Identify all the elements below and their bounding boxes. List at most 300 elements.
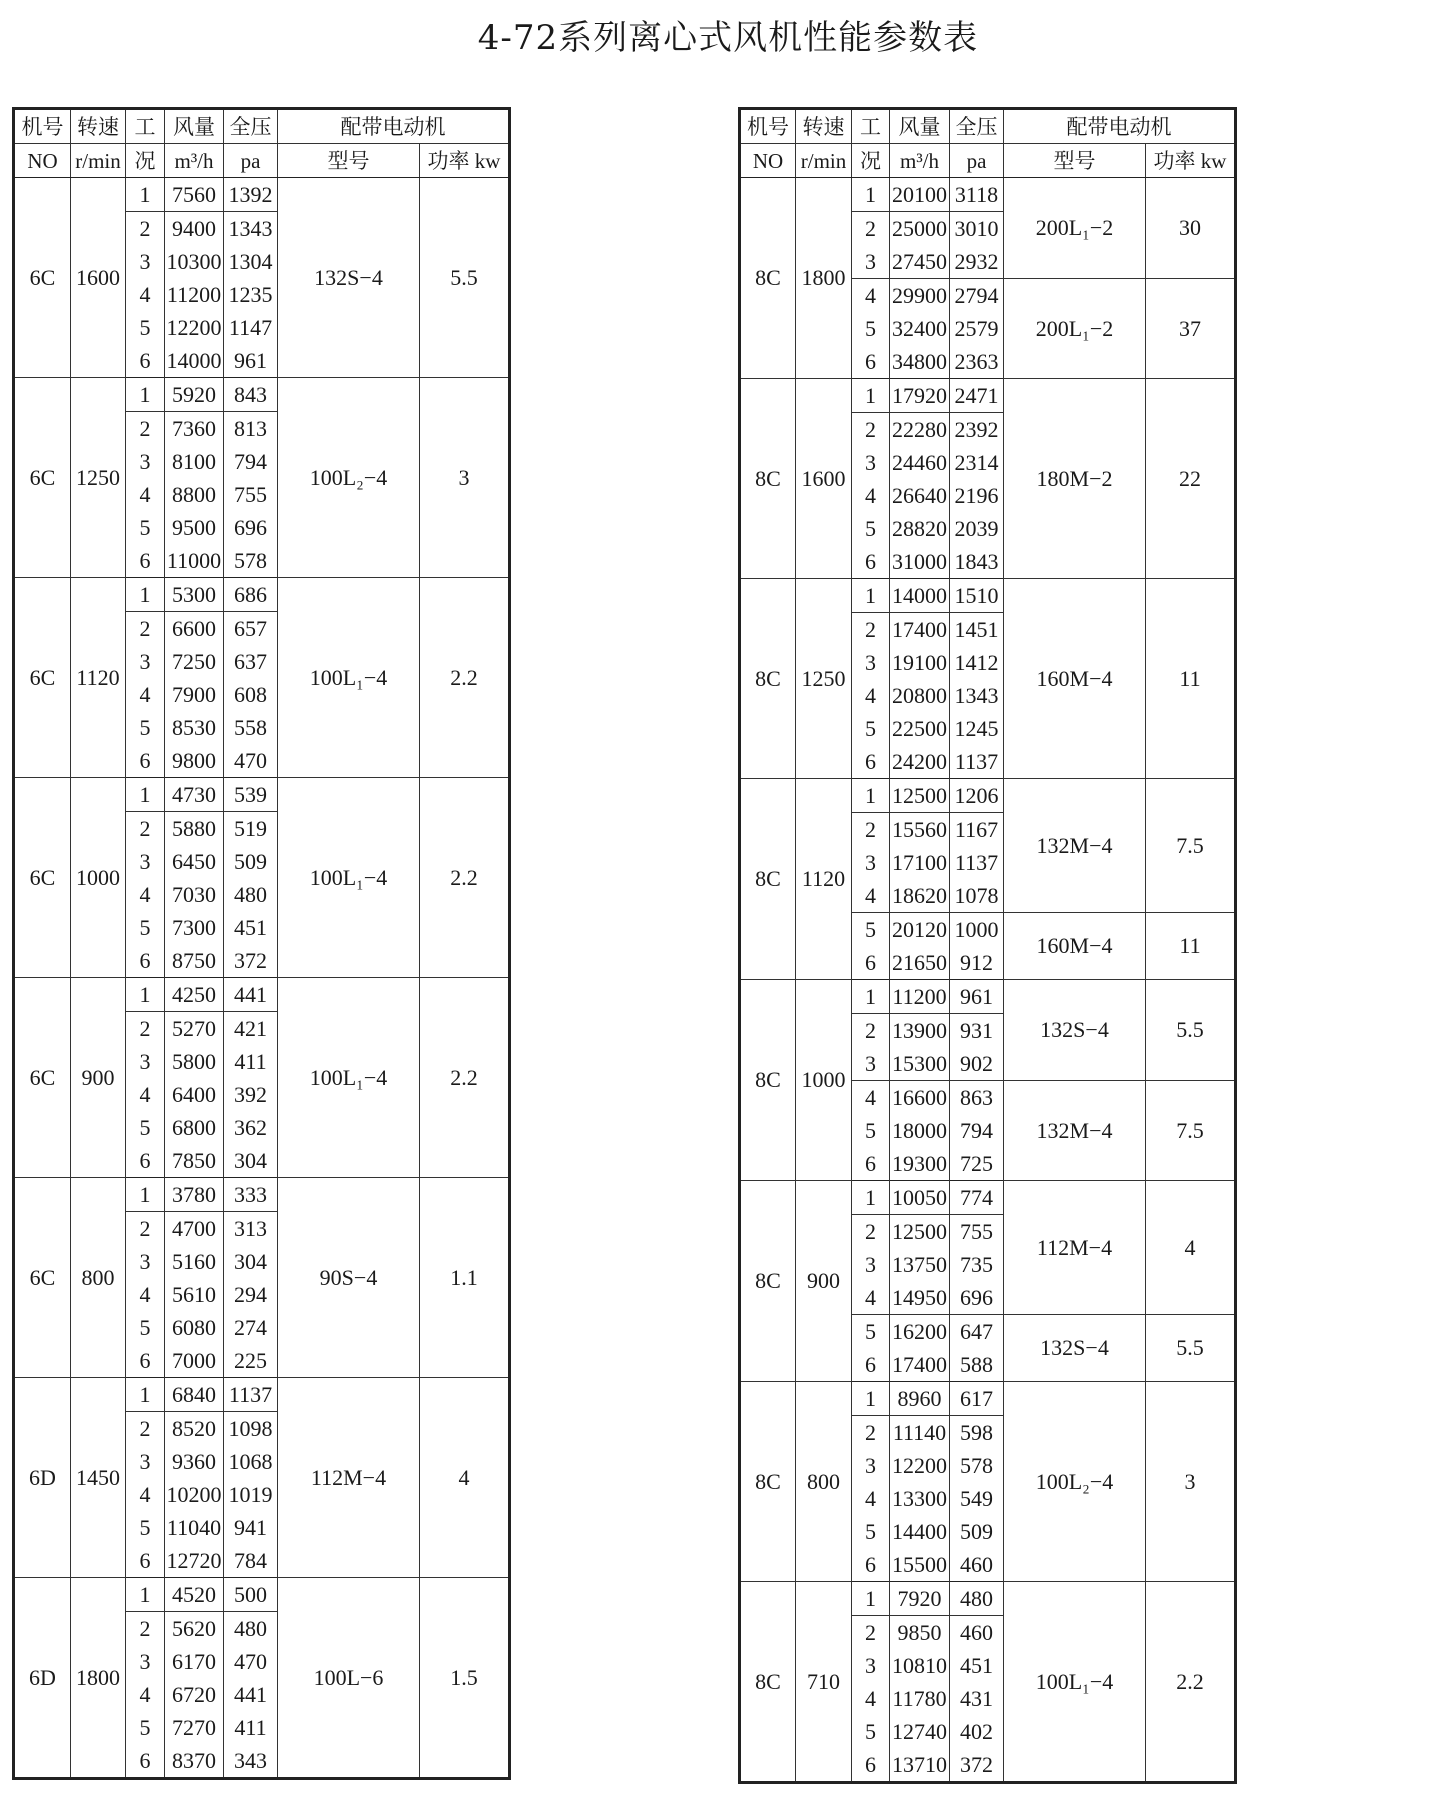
pressure-value: 421	[224, 1012, 278, 1046]
flow-value: 9360	[165, 1445, 224, 1478]
pressure-value: 1000	[950, 913, 1004, 947]
pressure-value: 2794	[950, 279, 1004, 313]
flow-value: 26640	[890, 479, 950, 512]
case-number: 4	[126, 878, 165, 911]
pressure-value: 1304	[224, 245, 278, 278]
flow-value: 14950	[890, 1281, 950, 1315]
flow-value: 9850	[890, 1616, 950, 1650]
flow-value: 9400	[165, 212, 224, 246]
motor-model: 180M−2	[1004, 379, 1146, 579]
case-number: 1	[126, 778, 165, 812]
pressure-value: 931	[950, 1014, 1004, 1048]
fan-no: 8C	[740, 379, 796, 579]
header-flow: 风量	[890, 109, 950, 144]
table-row	[740, 178, 1236, 212]
flow-value: 28820	[890, 512, 950, 545]
flow-value: 7270	[165, 1711, 224, 1744]
table-row	[740, 779, 1236, 813]
flow-value: 18620	[890, 879, 950, 913]
pressure-value: 470	[224, 744, 278, 778]
flow-value: 17100	[890, 846, 950, 879]
case-number: 1	[126, 378, 165, 412]
pressure-value: 343	[224, 1744, 278, 1779]
flow-value: 13750	[890, 1248, 950, 1281]
motor-model: 132S−4	[1004, 1315, 1146, 1382]
pressure-value: 1078	[950, 879, 1004, 913]
case-number: 5	[852, 1114, 890, 1147]
pressure-value: 813	[224, 412, 278, 446]
fan-no: 6D	[14, 1378, 71, 1578]
header-pressure-sub: pa	[224, 144, 278, 178]
case-number: 2	[852, 1014, 890, 1048]
pressure-value: 500	[224, 1578, 278, 1612]
flow-value: 22500	[890, 712, 950, 745]
page-title: 4-72系列离心式风机性能参数表	[477, 18, 979, 58]
fan-speed: 1120	[796, 779, 852, 980]
flow-value: 25000	[890, 212, 950, 246]
pressure-value: 617	[950, 1382, 1004, 1416]
case-number: 3	[852, 446, 890, 479]
case-number: 5	[126, 1311, 165, 1344]
pressure-value: 1206	[950, 779, 1004, 813]
pressure-value: 941	[224, 1511, 278, 1544]
case-number: 1	[852, 1382, 890, 1416]
case-number: 3	[126, 1645, 165, 1678]
fan-no: 6C	[14, 978, 71, 1178]
flow-value: 19100	[890, 646, 950, 679]
header-speed-sub: r/min	[71, 144, 126, 178]
pressure-value: 480	[224, 878, 278, 911]
case-number: 1	[126, 978, 165, 1012]
case-number: 3	[126, 1045, 165, 1078]
pressure-value: 1137	[224, 1378, 278, 1412]
flow-value: 5300	[165, 578, 224, 612]
case-number: 6	[126, 944, 165, 978]
flow-value: 14000	[890, 579, 950, 613]
pressure-value: 696	[950, 1281, 1004, 1315]
pressure-value: 3118	[950, 178, 1004, 212]
case-number: 1	[852, 379, 890, 413]
case-number: 1	[126, 578, 165, 612]
pressure-value: 961	[950, 980, 1004, 1014]
header-pressure: 全压	[224, 109, 278, 144]
case-number: 4	[852, 1281, 890, 1315]
case-number: 3	[852, 245, 890, 279]
flow-value: 10200	[165, 1478, 224, 1511]
fan-speed: 1000	[796, 980, 852, 1181]
motor-model: 100L₁−4	[278, 978, 420, 1178]
flow-value: 16600	[890, 1081, 950, 1115]
case-number: 2	[852, 1416, 890, 1450]
pressure-value: 549	[950, 1482, 1004, 1515]
fan-speed: 1250	[71, 378, 126, 578]
header-flow-sub: m³/h	[165, 144, 224, 178]
pressure-value: 1068	[224, 1445, 278, 1478]
pressure-value: 657	[224, 612, 278, 646]
fan-speed: 1000	[71, 778, 126, 978]
motor-model: 100L−6	[278, 1578, 420, 1779]
flow-value: 4700	[165, 1212, 224, 1246]
case-number: 6	[126, 544, 165, 578]
pressure-value: 392	[224, 1078, 278, 1111]
flow-value: 34800	[890, 345, 950, 379]
pressure-value: 1147	[224, 311, 278, 344]
case-number: 5	[126, 1511, 165, 1544]
header-pressure: 全压	[950, 109, 1004, 144]
flow-value: 6840	[165, 1378, 224, 1412]
case-number: 6	[852, 545, 890, 579]
header-power: 功率 kw	[420, 144, 510, 178]
flow-value: 12200	[165, 311, 224, 344]
pressure-value: 578	[950, 1449, 1004, 1482]
motor-power: 30	[1146, 178, 1236, 279]
case-number: 3	[126, 845, 165, 878]
case-number: 4	[852, 279, 890, 313]
flow-value: 12720	[165, 1544, 224, 1578]
motor-model: 100L₂−4	[278, 378, 420, 578]
pressure-value: 441	[224, 1678, 278, 1711]
table-row	[14, 1378, 510, 1412]
case-number: 2	[852, 413, 890, 447]
flow-value: 32400	[890, 312, 950, 345]
flow-value: 7360	[165, 412, 224, 446]
motor-power: 7.5	[1146, 779, 1236, 913]
flow-value: 11200	[165, 278, 224, 311]
table-row	[14, 378, 510, 412]
pressure-value: 755	[224, 478, 278, 511]
flow-value: 20800	[890, 679, 950, 712]
pressure-value: 1343	[224, 212, 278, 246]
header-model: 型号	[1004, 144, 1146, 178]
motor-model: 200L₁−2	[1004, 279, 1146, 379]
table-row	[740, 579, 1236, 613]
table-row	[14, 578, 510, 612]
flow-value: 6600	[165, 612, 224, 646]
flow-value: 11000	[165, 544, 224, 578]
flow-value: 14000	[165, 344, 224, 378]
flow-value: 7300	[165, 911, 224, 944]
fan-speed: 710	[796, 1582, 852, 1783]
fan-no: 8C	[740, 980, 796, 1181]
header-case-sub: 况	[852, 144, 890, 178]
pressure-value: 304	[224, 1245, 278, 1278]
flow-value: 20100	[890, 178, 950, 212]
motor-power: 2.2	[420, 578, 510, 778]
flow-value: 4520	[165, 1578, 224, 1612]
flow-value: 8100	[165, 445, 224, 478]
motor-power: 22	[1146, 379, 1236, 579]
flow-value: 7900	[165, 678, 224, 711]
case-number: 5	[852, 512, 890, 545]
case-number: 6	[126, 1144, 165, 1178]
flow-value: 19300	[890, 1147, 950, 1181]
case-number: 5	[852, 913, 890, 947]
flow-value: 8800	[165, 478, 224, 511]
motor-power: 1.1	[420, 1178, 510, 1378]
header-pressure-sub: pa	[950, 144, 1004, 178]
fan-speed: 900	[71, 978, 126, 1178]
flow-value: 21650	[890, 946, 950, 980]
motor-model: 90S−4	[278, 1178, 420, 1378]
pressure-value: 1245	[950, 712, 1004, 745]
motor-model: 132M−4	[1004, 1081, 1146, 1181]
pressure-value: 578	[224, 544, 278, 578]
header-motor: 配带电动机	[1004, 109, 1236, 144]
motor-model: 132S−4	[278, 178, 420, 378]
pressure-value: 912	[950, 946, 1004, 980]
table-row	[740, 980, 1236, 1014]
fan-speed: 1450	[71, 1378, 126, 1578]
flow-value: 5610	[165, 1278, 224, 1311]
pressure-value: 402	[950, 1715, 1004, 1748]
case-number: 5	[126, 1111, 165, 1144]
case-number: 5	[126, 511, 165, 544]
header-speed: 转速	[71, 109, 126, 144]
flow-value: 5620	[165, 1612, 224, 1646]
pressure-value: 509	[950, 1515, 1004, 1548]
fan-speed: 800	[796, 1382, 852, 1582]
pressure-value: 1019	[224, 1478, 278, 1511]
pressure-value: 2314	[950, 446, 1004, 479]
pressure-value: 755	[950, 1215, 1004, 1249]
header-flow: 风量	[165, 109, 224, 144]
fan-no: 8C	[740, 579, 796, 779]
header-motor: 配带电动机	[278, 109, 510, 144]
flow-value: 13710	[890, 1748, 950, 1783]
case-number: 5	[126, 711, 165, 744]
pressure-value: 1412	[950, 646, 1004, 679]
case-number: 4	[126, 1478, 165, 1511]
motor-power: 7.5	[1146, 1081, 1236, 1181]
case-number: 4	[126, 678, 165, 711]
fan-no: 6C	[14, 1178, 71, 1378]
case-number: 5	[126, 911, 165, 944]
pressure-value: 558	[224, 711, 278, 744]
flow-value: 4730	[165, 778, 224, 812]
pressure-value: 961	[224, 344, 278, 378]
header-case: 工	[852, 109, 890, 144]
pressure-value: 598	[950, 1416, 1004, 1450]
pressure-value: 794	[950, 1114, 1004, 1147]
case-number: 5	[852, 1515, 890, 1548]
case-number: 2	[126, 1012, 165, 1046]
table-row	[14, 1578, 510, 1612]
motor-model: 112M−4	[1004, 1181, 1146, 1315]
fan-no: 6C	[14, 378, 71, 578]
flow-value: 12500	[890, 1215, 950, 1249]
flow-value: 8960	[890, 1382, 950, 1416]
case-number: 2	[126, 1412, 165, 1446]
motor-power: 5.5	[1146, 1315, 1236, 1382]
case-number: 4	[852, 1081, 890, 1115]
table-body-right	[740, 178, 1236, 1783]
case-number: 2	[852, 613, 890, 647]
case-number: 3	[852, 1449, 890, 1482]
flow-value: 18000	[890, 1114, 950, 1147]
flow-value: 22280	[890, 413, 950, 447]
case-number: 3	[126, 245, 165, 278]
flow-value: 12200	[890, 1449, 950, 1482]
header-flow-sub: m³/h	[890, 144, 950, 178]
case-number: 6	[852, 1147, 890, 1181]
motor-power: 5.5	[1146, 980, 1236, 1081]
fan-speed: 1800	[71, 1578, 126, 1779]
flow-value: 17400	[890, 613, 950, 647]
pressure-value: 539	[224, 778, 278, 812]
case-number: 4	[126, 478, 165, 511]
table-body-left	[14, 178, 510, 1779]
flow-value: 11040	[165, 1511, 224, 1544]
case-number: 5	[852, 1715, 890, 1748]
pressure-value: 1392	[224, 178, 278, 212]
pressure-value: 372	[224, 944, 278, 978]
case-number: 3	[126, 1245, 165, 1278]
fan-speed: 1800	[796, 178, 852, 379]
motor-power: 2.2	[420, 778, 510, 978]
flow-value: 6080	[165, 1311, 224, 1344]
case-number: 1	[852, 579, 890, 613]
case-number: 1	[852, 1181, 890, 1215]
pressure-value: 735	[950, 1248, 1004, 1281]
table-row	[740, 1382, 1236, 1416]
flow-value: 11200	[890, 980, 950, 1014]
pressure-value: 431	[950, 1682, 1004, 1715]
flow-value: 9500	[165, 511, 224, 544]
motor-power: 2.2	[420, 978, 510, 1178]
pressure-value: 225	[224, 1344, 278, 1378]
pressure-value: 304	[224, 1144, 278, 1178]
flow-value: 31000	[890, 545, 950, 579]
pressure-value: 480	[950, 1582, 1004, 1616]
pressure-value: 637	[224, 645, 278, 678]
motor-model: 132S−4	[1004, 980, 1146, 1081]
case-number: 3	[852, 846, 890, 879]
flow-value: 3780	[165, 1178, 224, 1212]
pressure-value: 2363	[950, 345, 1004, 379]
motor-model: 160M−4	[1004, 579, 1146, 779]
case-number: 2	[126, 212, 165, 246]
fan-speed: 900	[796, 1181, 852, 1382]
motor-model: 100L₂−4	[1004, 1382, 1146, 1582]
motor-model: 100L₁−4	[278, 578, 420, 778]
pressure-value: 451	[224, 911, 278, 944]
flow-value: 6170	[165, 1645, 224, 1678]
case-number: 3	[852, 646, 890, 679]
flow-value: 7560	[165, 178, 224, 212]
flow-value: 7850	[165, 1144, 224, 1178]
motor-model: 100L₁−4	[278, 778, 420, 978]
fan-no: 6D	[14, 1578, 71, 1779]
case-number: 5	[126, 311, 165, 344]
fan-no: 8C	[740, 1181, 796, 1382]
flow-value: 6800	[165, 1111, 224, 1144]
case-number: 5	[852, 712, 890, 745]
header-no-sub: NO	[14, 144, 71, 178]
case-number: 2	[852, 1616, 890, 1650]
case-number: 1	[126, 1578, 165, 1612]
case-number: 3	[852, 1649, 890, 1682]
header-power: 功率 kw	[1146, 144, 1236, 178]
flow-value: 8530	[165, 711, 224, 744]
fan-no: 6C	[14, 178, 71, 378]
flow-value: 5270	[165, 1012, 224, 1046]
pressure-value: 774	[950, 1181, 1004, 1215]
header-model: 型号	[278, 144, 420, 178]
fan-speed: 1250	[796, 579, 852, 779]
pressure-value: 333	[224, 1178, 278, 1212]
motor-power: 3	[1146, 1382, 1236, 1582]
motor-power: 11	[1146, 579, 1236, 779]
fan-no: 8C	[740, 1582, 796, 1783]
case-number: 6	[126, 1544, 165, 1578]
flow-value: 11140	[890, 1416, 950, 1450]
fan-no: 6C	[14, 578, 71, 778]
pressure-value: 313	[224, 1212, 278, 1246]
flow-value: 20120	[890, 913, 950, 947]
fan-table-left	[12, 107, 511, 1780]
pressure-value: 2196	[950, 479, 1004, 512]
flow-value: 17920	[890, 379, 950, 413]
pressure-value: 2471	[950, 379, 1004, 413]
case-number: 2	[852, 1215, 890, 1249]
pressure-value: 1510	[950, 579, 1004, 613]
flow-value: 14400	[890, 1515, 950, 1548]
case-number: 3	[852, 1047, 890, 1081]
motor-power: 4	[420, 1378, 510, 1578]
case-number: 4	[126, 1278, 165, 1311]
pressure-value: 274	[224, 1311, 278, 1344]
pressure-value: 588	[950, 1348, 1004, 1382]
header-speed: 转速	[796, 109, 852, 144]
pressure-value: 784	[224, 1544, 278, 1578]
pressure-value: 1451	[950, 613, 1004, 647]
fan-speed: 1600	[71, 178, 126, 378]
flow-value: 12740	[890, 1715, 950, 1748]
case-number: 2	[126, 412, 165, 446]
pressure-value: 647	[950, 1315, 1004, 1349]
pressure-value: 411	[224, 1045, 278, 1078]
case-number: 2	[852, 212, 890, 246]
flow-value: 13900	[890, 1014, 950, 1048]
flow-value: 17400	[890, 1348, 950, 1382]
flow-value: 4250	[165, 978, 224, 1012]
motor-power: 11	[1146, 913, 1236, 980]
flow-value: 7000	[165, 1344, 224, 1378]
motor-model: 112M−4	[278, 1378, 420, 1578]
motor-power: 3	[420, 378, 510, 578]
flow-value: 8520	[165, 1412, 224, 1446]
fan-speed: 800	[71, 1178, 126, 1378]
case-number: 4	[126, 1678, 165, 1711]
motor-model: 200L₁−2	[1004, 178, 1146, 279]
fan-table-right	[738, 107, 1237, 1784]
pressure-value: 1137	[950, 745, 1004, 779]
table-row	[14, 778, 510, 812]
fan-speed: 1600	[796, 379, 852, 579]
case-number: 1	[126, 1178, 165, 1212]
flow-value: 15500	[890, 1548, 950, 1582]
pressure-value: 2392	[950, 413, 1004, 447]
pressure-value: 725	[950, 1147, 1004, 1181]
pressure-value: 480	[224, 1612, 278, 1646]
case-number: 1	[852, 178, 890, 212]
flow-value: 15560	[890, 813, 950, 847]
case-number: 6	[852, 946, 890, 980]
pressure-value: 460	[950, 1616, 1004, 1650]
case-number: 3	[852, 1248, 890, 1281]
case-number: 3	[126, 645, 165, 678]
flow-value: 8750	[165, 944, 224, 978]
